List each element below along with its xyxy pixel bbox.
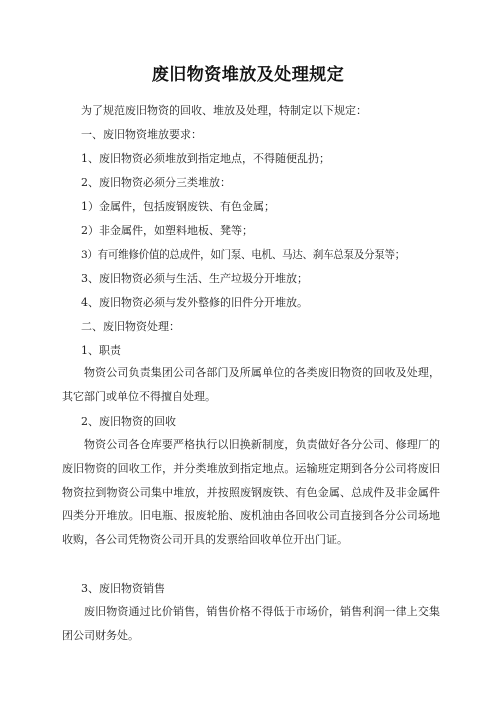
- section2-sub1-text: 物资公司负责集团公司各部门及所属单位的各类废旧物资的回收及处理，其它部门或单位不得擅自处理。: [62, 366, 440, 403]
- intro-text: 为了规范废旧物资的回收、堆放及处理，特制定以下规定：: [81, 104, 367, 117]
- section2-sub1-heading: 1、职责: [81, 344, 121, 357]
- document-title: 废旧物资堆放及处理规定: [151, 65, 345, 85]
- section2-heading: 二、废旧物资处理：: [81, 320, 180, 333]
- section1-item-6: 3、废旧物资必须与生活、生产垃圾分开堆放；: [81, 272, 308, 285]
- section2-sub2-heading: 2、废旧物资的回收: [81, 415, 176, 428]
- section1-item-3: 1）金属件，包括废钢废铁、有色金属；: [81, 200, 275, 213]
- section2-sub2-text: 物资公司各仓库要严格执行以旧换新制度，负责做好各分公司、修理厂的废旧物资的回收工作，并分类堆放到指定地点。运输班定期到各分公司将废旧物资拉到物资公司集中堆放，并按照废钢废铁、有色金属、总成件及非金属件四类分开堆放。旧电瓶、报废轮胎、废机油由各回收公司直接到各分公司场地收购，各公司凭物资公司开具的发票给回收单位开出门证。: [62, 438, 440, 547]
- section1-item-2: 2、废旧物资必须分三类堆放：: [81, 176, 231, 189]
- section2-sub3-heading: 3、废旧物资销售: [81, 582, 165, 595]
- section1-item-7: 4、废旧物资必须与发外整修的旧件分开堆放。: [81, 296, 308, 309]
- section2-sub3-text: 废旧物资通过比价销售，销售价格不得低于市场价，销售利润一律上交集团公司财务处。: [62, 605, 440, 642]
- section1-item-5: 3）有可维修价值的总成件，如门泵、电机、马达、刹车总泵及分泵等；: [81, 249, 405, 261]
- section1-heading: 一、废旧物资堆放要求：: [81, 128, 202, 141]
- section1-item-4: 2）非金属件，如塑料地板、凳等；: [81, 224, 253, 237]
- section1-item-1: 1、废旧物资必须堆放到指定地点，不得随便乱扔；: [81, 152, 330, 165]
